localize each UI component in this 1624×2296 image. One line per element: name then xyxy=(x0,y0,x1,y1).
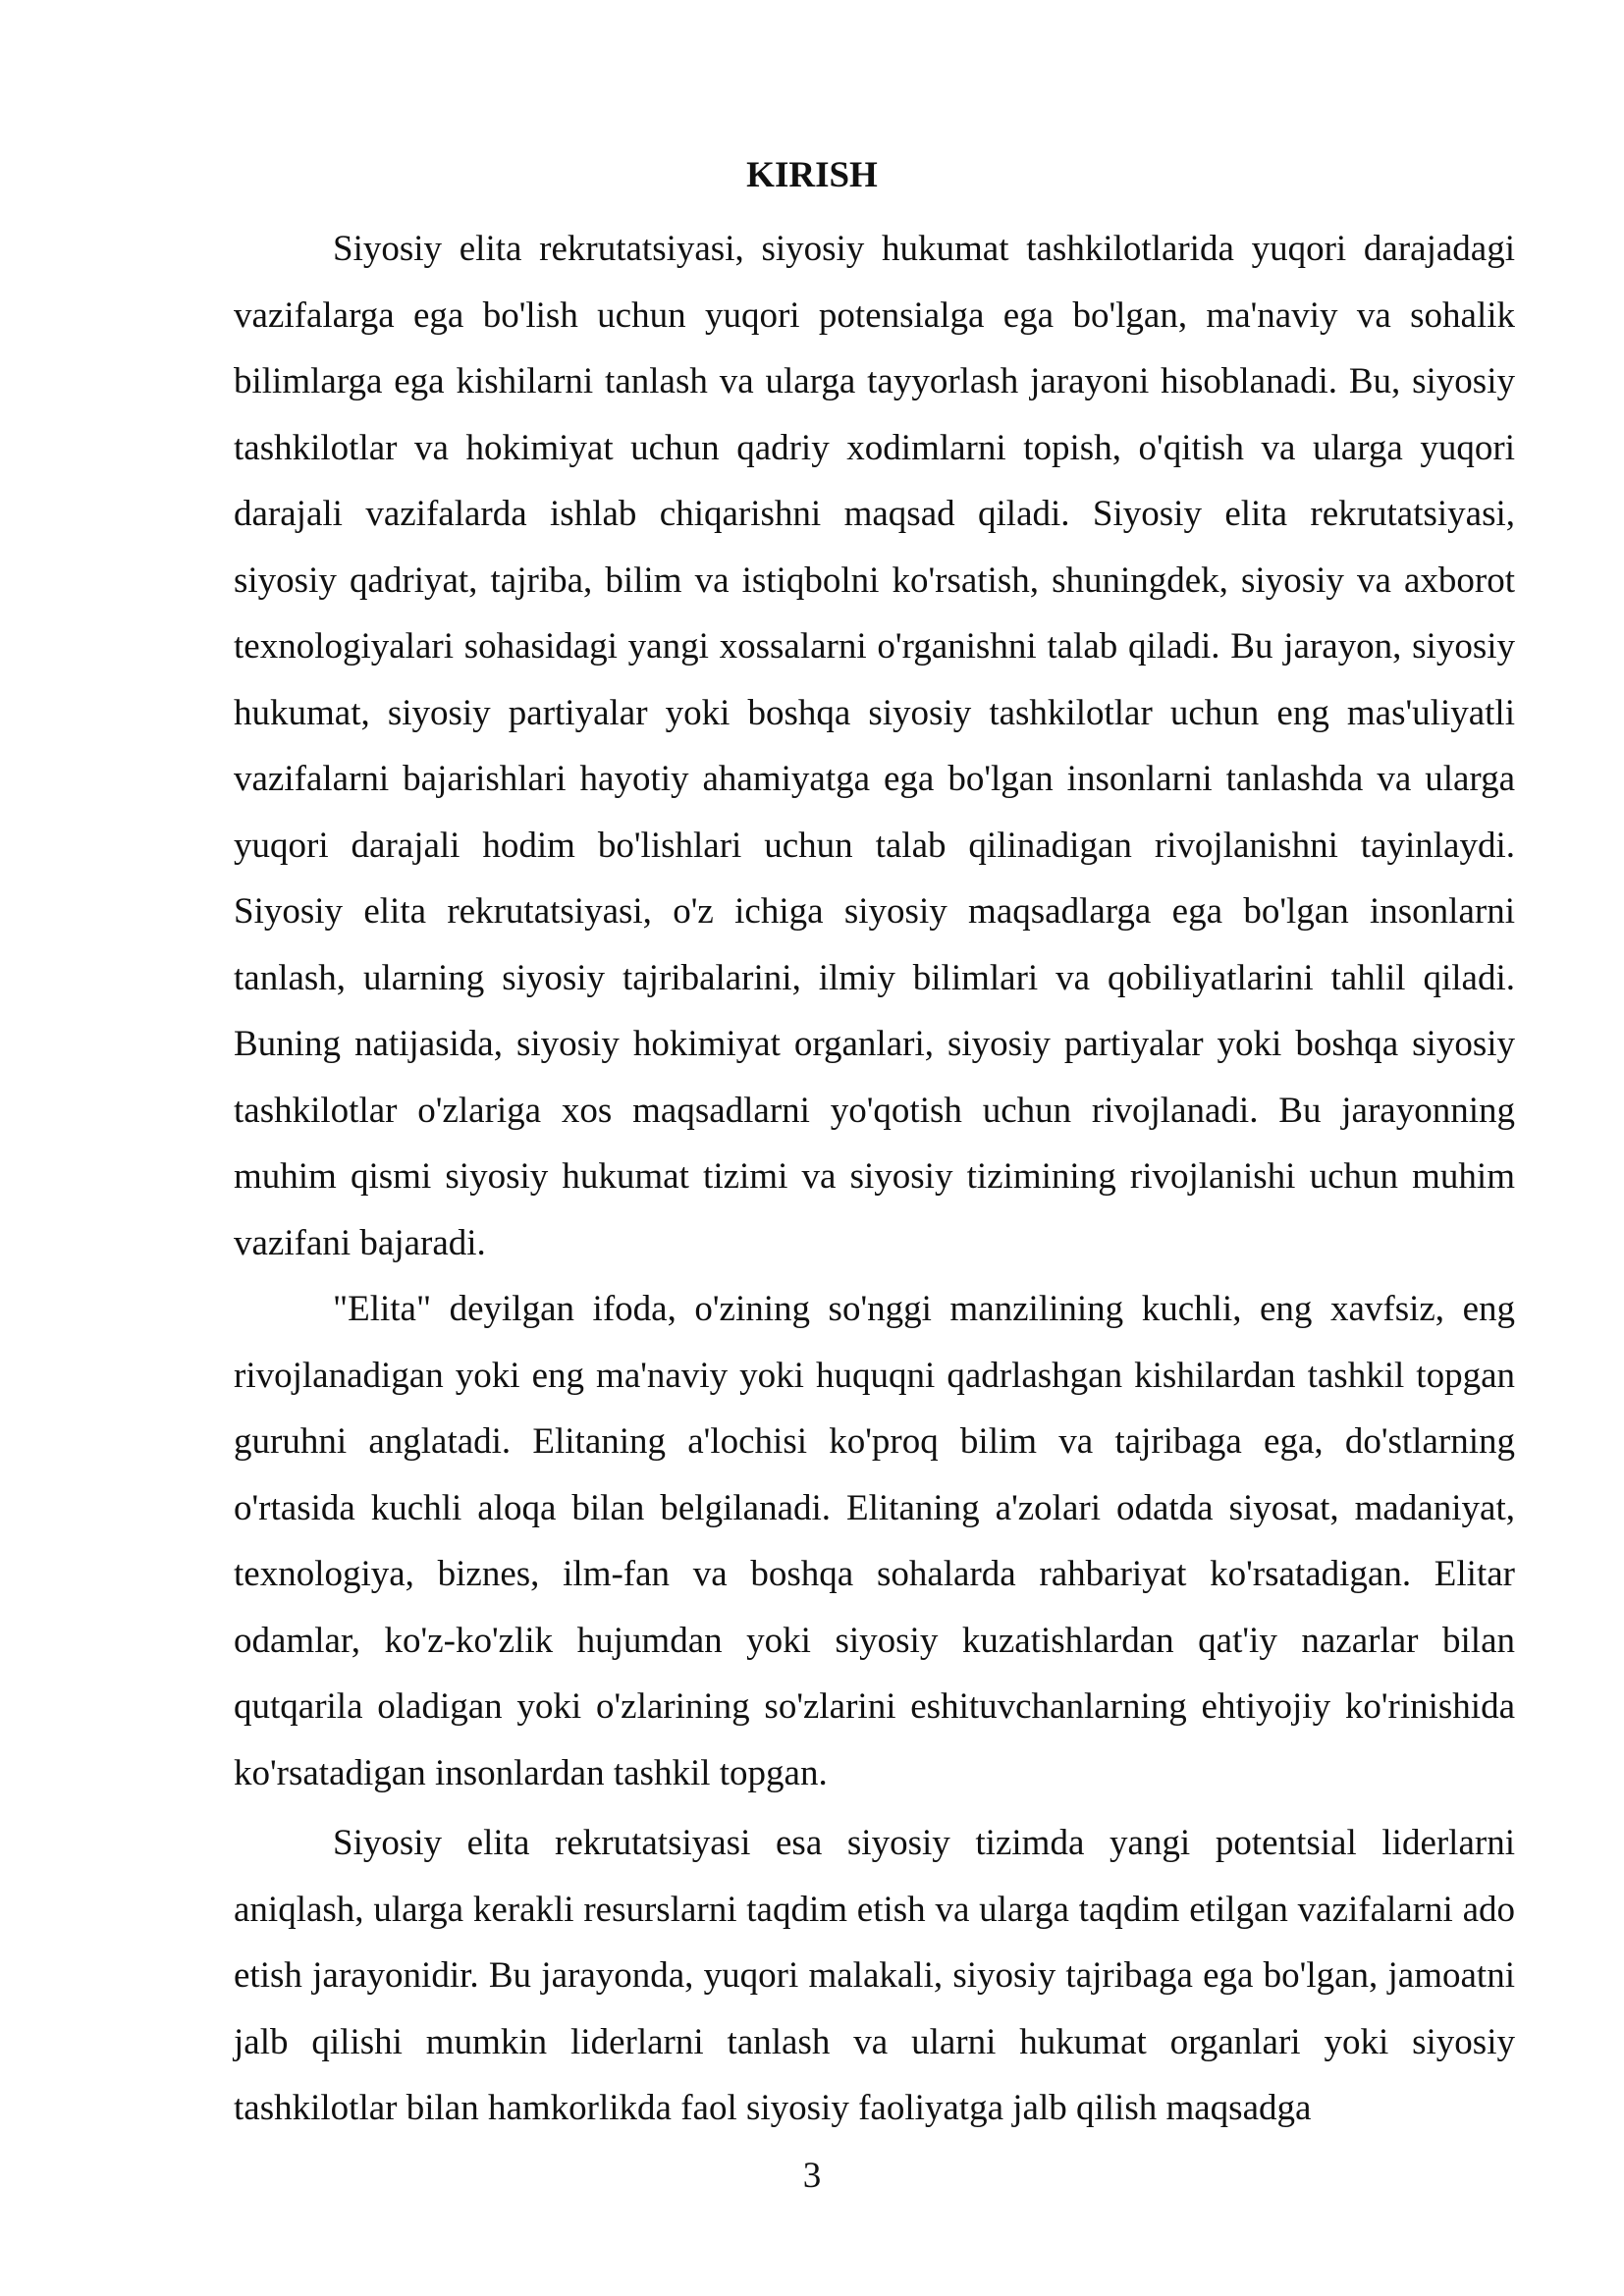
page-number: 3 xyxy=(802,2156,822,2196)
page-heading: KIRISH xyxy=(746,155,878,195)
paragraph-1: Siyosiy elita rekrutatsiyasi, siyosiy hukumat tashkilotlarida yuqori darajadagi vazifalarga ega bo'lish uchun yuqori potensialga ega bo'lgan, ma'naviy va sohalik bilimlarga ega kishilarni tanlash va ularga tayyorlash jarayoni hisoblanadi. Bu, siyosiy tashkilotlar va hokimiyat uchun qadriy xodimlarni topish, o'qitish va ularga yuqori darajali vazifalarda ishlab chiqarishni maqsad qiladi. Siyosiy elita rekrutatsiyasi, siyosiy qadriyat, tajriba, bilim va istiqbolni ko'rsatish, shuningdek, siyosiy va axborot texnologiyalari sohasidagi yangi xossalarni o'rganishni talab qiladi. Bu jarayon, siyosiy hukumat, siyosiy partiyalar yoki boshqa siyosiy tashkilotlar uchun eng mas'uliyatli vazifalarni bajarishlari hayotiy ahamiyatga ega bo'lgan insonlarni tanlashda va ularga yuqori darajali hodim bo'lishlari uchun talab qilinadigan rivojlanishni tayinlaydi. Siyosiy elita rekrutatsiyasi, o'z ichiga siyosiy maqsadlarga ega bo'lgan insonlarni tanlash, ularning siyosiy tajribalarini, ilmiy bilimlari va qobiliyatlarini tahlil qiladi. Buning natijasida, siyosiy hokimiyat organlari, siyosiy partiyalar yoki boshqa siyosiy tashkilotlar o'zlariga xos maqsadlarni yo'qotish uchun rivojlanadi. Bu jarayonning muhim qismi siyosiy hukumat tizimi va siyosiy tizimining rivojlanishi uchun muhim vazifani bajaradi. xyxy=(234,229,1515,1263)
paragraph-2: "Elita" deyilgan ifoda, o'zining so'nggi manzilining kuchli, eng xavfsiz, eng rivojlanadigan yoki eng ma'naviy yoki huquqni qadrlashgan kishilardan tashkil topgan guruhni anglatadi. Elitaning a'lochisi ko'proq bilim va tajribaga ega, do'stlarning o'rtasida kuchli aloqa bilan belgilanadi. Elitaning a'zolari odatda siyosat, madaniyat, texnologiya, biznes, ilm-fan va boshqa sohalarda rahbariyat ko'rsatadigan. Elitar odamlar, ko'z-ko'zlik hujumdan yoki siyosiy kuzatishlardan qat'iy nazarlar bilan qutqarila oladigan yoki o'zlarining so'zlarini eshituvchanlarning ehtiyojiy ko'rinishida ko'rsatadigan insonlardan tashkil topgan. xyxy=(234,1289,1515,1793)
paragraph-3: Siyosiy elita rekrutatsiyasi esa siyosiy tizimda yangi potentsial liderlarni aniqlash, ularga kerakli resurslarni taqdim etish va ularga taqdim etilgan vazifalarni ado etish jarayonidir. Bu jarayonda, yuqori malakali, siyosiy tajribaga ega bo'lgan, jamoatni jalb qilishi mumkin liderlarni tanlash va ularni hukumat organlari yoki siyosiy tashkilotlar bilan hamkorlikda faol siyosiy faoliyatga jalb qilish maqsadga xyxy=(234,1823,1515,2128)
body-text xyxy=(234,216,1515,2142)
